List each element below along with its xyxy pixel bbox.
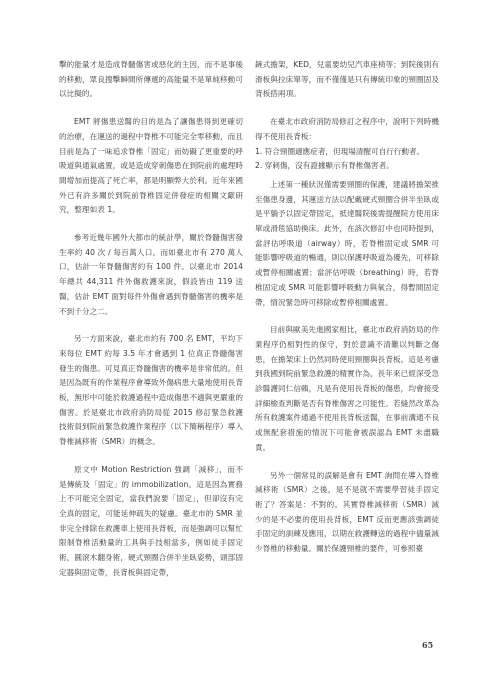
list-intro: 在臺北市政府消防局修訂之程序中，說明下列時機得不使用長背板： xyxy=(255,117,439,141)
paragraph: 另外一個常見的誤解是會有 EMT 詢問在導入脊椎減移術（SMR）之後，是不是就不需要學習徒手固定術了？答案是：不對的。其實脊椎減移術（SMR）減少的是不必要的使用長背板，EMT 反而更應該強調徒手固定的訓練及應用，以期在救護轉送的過程中儘量減少脊椎的移動量。關於保護頸椎的要件，可參照臺 xyxy=(255,470,439,554)
paragraph: 上述第一種狀況僅需要頸圈的保護，建議將擔架推至傷患身邊，其運送方法以配戴硬式頸圈合併半坐臥或是平躺予以固定帶固定，抵達醫院後需提醒院方使用床單或滑毯協助換床。此外，在該次修訂中也同時提到，當評估呼吸道（airway）時，若脊椎固定或 SMR 可能影響呼吸道的暢通，則以保護呼吸道為優先，可移除或暫停相關處置；當評估呼吸（breathing）時，若脊椎固定或 SMR 可能影響呼吸動力與氧合，得暫間固定帶，情況緊急時可移除或暫停相關處置。 xyxy=(255,179,439,307)
paragraph: 參考近幾年國外大都市的統計學，關於脊髓傷害發生率約 40 次 / 每百萬人口。而如臺北市有 270 萬人口，估計一年脊髓傷害約有 100 件。以臺北市 2014 年總共 44,311 件外傷救護來說，假設皆由 119 送醫，估計 EMT 面對每件外傷會遇到脊髓傷害的機率是不到千分之二。 xyxy=(59,233,243,316)
list-item: 1. 符合頸圈適應症者，但現場清醒可自行行動者。 xyxy=(255,146,425,156)
page-number: 65 xyxy=(422,640,434,650)
left-column xyxy=(59,58,243,594)
paragraph: 擊的能量才是造成脊髓傷害或惡化的主因，而不是事後的移動，眾良搜擊瞬間所傳遞的高能量不是單純移動可以比擬的。 xyxy=(59,60,243,99)
paragraph: EMT 將傷患送醫的目的是為了讓傷患得到更確切的治療，在運送的過程中脊椎不可能完全零移動，而且目前是為了一味追求脊椎「固定」而妨礙了更重要的呼吸道與通氣處置，或是造成穿刺傷患在到院前的處理時間增加而提高了死亡率，都是明顯弊大於利。近年來國外已有許多關於到院前脊椎固定併發症的相關文獻研究，整理如表 1。 xyxy=(59,117,243,215)
paragraph: 鏟式擔架，KED，兒童要幼兒汽車座椅等；到院後則有滑板與拉床單等，而不僅僅是只有傳統印象的頸圈固及背板搭兩項。 xyxy=(255,60,439,99)
paragraph: 原文中 Motion Restriction 強調「減移」，而不是傳統及「固定」的 immobilization。這是因為實務上不可能完全固定，當我們說要「固定」，但卻沒有完全真的固定，可能延伸疏失的疑慮。臺北市的 SMR 並非完全排除在救護車上使用長背板，而是強調可以幫忙限制脊椎活動量的工具與手技相當多，例如徒手固定術，圓滾木翻身術，硬式頸圈合併半坐臥姿勢，頭部固定器與固定帶，長背板與固定帶， xyxy=(59,464,243,577)
list-item: 2. 穿刺傷，沒有證據顯示有脊椎傷害者。 xyxy=(255,161,394,171)
paragraph: 目前與歐美先進國家相比，臺北市政府消防局的作業程序仍相對性的保守，對於意識不清難以判斷之傷患，在擔架床上仍然同時使用頸圈與長背板。這是考慮到我國到院前緊急救護的精實作為，長年來已經深受急診醫護同仁信賴，凡是有使用長背板的傷患，均會接受詳細檢查判斷是否有脊椎傷害之可能性。若縫然改革為所有救護案件通過不使用長背板送醫，在事前溝通不良或無配套措施的情況下可能會被誤認為 EMT 未盡職責。 xyxy=(255,325,439,452)
numbered-list xyxy=(255,145,439,174)
right-column xyxy=(255,58,439,570)
paragraph: 另一方面來說，臺北市約有 700 名 EMT，平均下來每位 EMT 約每 3.5 年才會遇到 1 位真正脊髓傷害發生的傷患。可見真正脊髓傷害的機率是非常低的。但是因為既有的作業程序會導致外傷病患大量地使用長背板，無形中可能於救護過程中造成傷患不適與更嚴重的傷害。於是臺北市政府消防局從 2015 修訂緊急救護技術員到院前緊急救護作業程序（以下簡稱程序）導入脊椎減移術（SMR）的概念。 xyxy=(59,334,243,447)
